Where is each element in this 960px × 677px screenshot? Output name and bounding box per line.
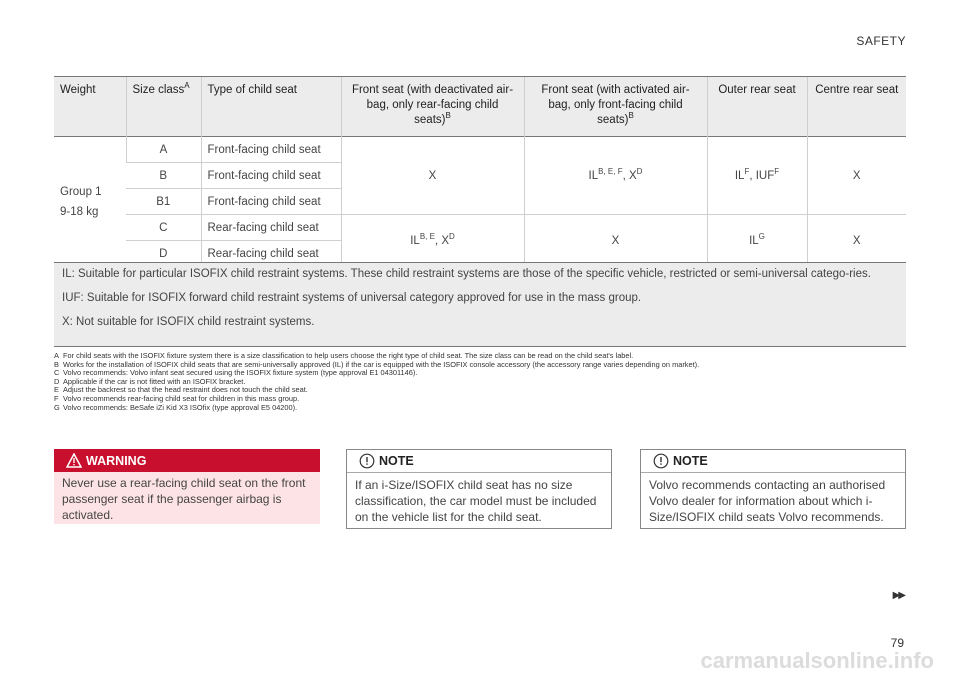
table-row [54, 215, 906, 241]
size-class-cell: C [126, 215, 201, 241]
header-weight: Weight [54, 77, 126, 137]
note-title: NOTE [673, 454, 708, 468]
table-row [54, 137, 906, 163]
front-activated-value: X [524, 215, 707, 267]
warning-text: Never use a rear-facing child seat on the front passenger seat if the passenger airbag is activated. [62, 476, 306, 522]
header-outer-rear: Outer rear seat [707, 77, 807, 137]
outer-rear-value: $IL^G$ [707, 215, 807, 267]
table-header-row [54, 77, 906, 137]
page-number: 79 [890, 636, 904, 650]
outer-rear-value: $IL^F$, $IUF^F$ [707, 137, 807, 215]
header-centre-rear: Centre rear seat [807, 77, 906, 137]
front-deactivated-value: X [341, 137, 524, 215]
footnotes [54, 352, 914, 412]
table-legend [54, 262, 906, 347]
info-icon [653, 453, 669, 469]
footnote: E Adjust the backrest so that the head restraint does not touch the child seat. [54, 385, 308, 395]
header-type: Type of child seat [201, 77, 341, 137]
note-text: If an i-Size/ISOFIX child seat has no size classification, the car model must be included on the vehicle list for the child seat. [355, 478, 597, 524]
isofix-table [54, 77, 906, 266]
note-title: NOTE [379, 454, 414, 468]
header-size-class: Size class$^A$ [126, 77, 201, 137]
header-front-activated: Front seat (with activated air-bag, only front-facing child seats)$^B$ [524, 77, 707, 137]
footnote: G Volvo recommends: BeSafe iZi Kid X3 ISOfix (type approval E5 04200). [54, 402, 298, 412]
seat-type-cell: Front-facing child seat [201, 189, 341, 215]
size-class-cell: B1 [126, 189, 201, 215]
size-class-cell: B [126, 163, 201, 189]
centre-rear-value: X [807, 137, 906, 215]
warning-box [54, 449, 320, 524]
note-header [347, 450, 611, 473]
front-deactivated-value: $IL^{B, E}$, $X^D$ [341, 215, 524, 267]
group-range: 9-18 kg [60, 205, 99, 218]
size-class-cell: D [126, 241, 201, 267]
seat-type-cell: Front-facing child seat [201, 137, 341, 163]
footnote: C Volvo recommends: Volvo infant seat secured using the ISOFIX fixture system (type approval E1 04301146). [54, 368, 418, 378]
group-cell [54, 137, 126, 267]
continue-arrow-icon[interactable]: ▶▶ [892, 590, 904, 601]
section-title: SAFETY [856, 34, 906, 48]
header-front-deactivated: Front seat (with deactivated air-bag, only rear-facing child seats)$^B$ [341, 77, 524, 137]
centre-rear-value: X [807, 215, 906, 267]
front-activated-value: $IL^{B, E, F}$, $X^D$ [524, 137, 707, 215]
legend-x: X: Not suitable for ISOFIX child restraint systems. [62, 316, 315, 328]
note-text: Volvo recommends contacting an authorised Volvo dealer for information about which i-Size/ISOFIX child seats Volvo recommends. [649, 478, 886, 524]
warning-header [54, 449, 320, 472]
seat-type-cell: Front-facing child seat [201, 163, 341, 189]
seat-type-cell: Rear-facing child seat [201, 215, 341, 241]
info-icon [359, 453, 375, 469]
seat-type-cell: Rear-facing child seat [201, 241, 341, 267]
watermark: carmanualsonline.info [700, 648, 934, 673]
legend-iuf: IUF: Suitable for ISOFIX forward child restraint systems of universal category approved for use in the mass group. [62, 292, 642, 304]
note-box [346, 449, 612, 529]
warning-triangle-icon [66, 453, 82, 468]
legend-il: IL: Suitable for particular ISOFIX child restraint systems. These child restraint systems are those of the specific vehicle, restricted or semi-universal catego-ries. [62, 268, 871, 280]
warning-title: WARNING [86, 453, 147, 468]
note-header [641, 450, 905, 473]
note-box [640, 449, 906, 529]
footnote: A For child seats with the ISOFIX fixture system there is a size classification to help users choose the right type of child seat. The size class can be read on the child seat's label. [54, 351, 634, 360]
footnote: B Works for the installation of ISOFIX child seats that are semi-universally approved (IL) if the car is equipped with the ISOFIX console accessory (the accessory range varies depending on market). [54, 359, 700, 369]
footnote: F Volvo recommends rear-facing child seat for children in this mass group. [54, 393, 300, 403]
size-class-cell: A [126, 137, 201, 163]
group-name: Group 1 [60, 185, 102, 198]
footnote: D Applicable if the car is not fitted with an ISOFIX bracket. [54, 376, 246, 386]
